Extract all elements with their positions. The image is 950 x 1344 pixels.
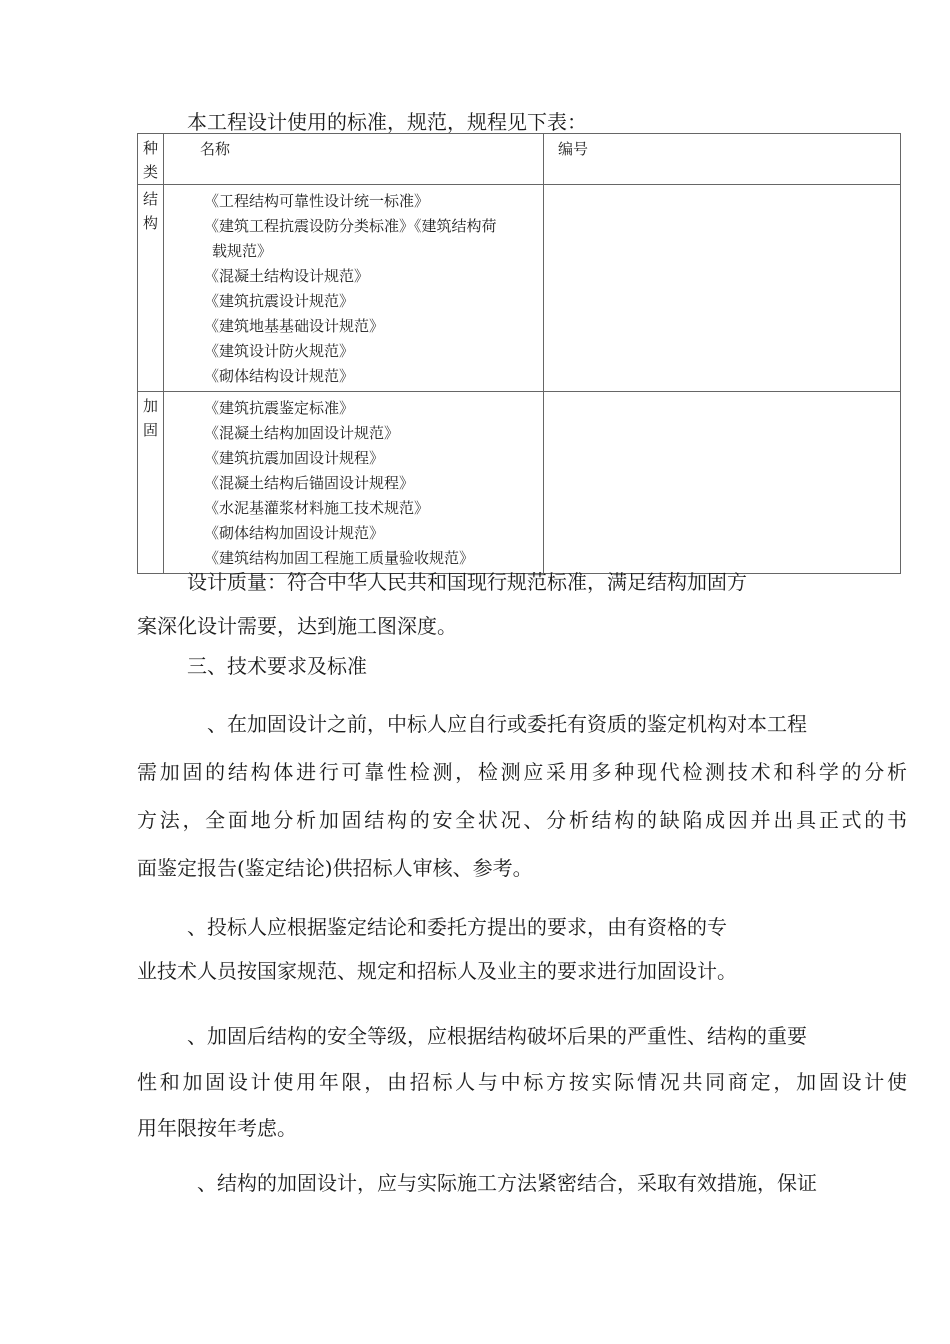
list-item: 《砌体结构加固设计规范》 — [204, 524, 385, 542]
quality-line2: 案深化设计需要，达到施工图深度。 — [137, 614, 457, 638]
para2-line2: 业技术人员按国家规范、规定和招标人及业主的要求进行加固设计。 — [137, 959, 737, 983]
kind-cell-structure — [138, 185, 164, 392]
para3-line2: 性和加固设计使用年限，由招标人与中标方按实际情况共同商定，加固设计使 — [137, 1070, 907, 1094]
para2-line1: 、投标人应根据鉴定结论和委托方提出的要求，由有资格的专 — [187, 915, 727, 939]
list-item: 载规范》 — [212, 242, 273, 260]
list-item: 《建筑抗震加固设计规程》 — [204, 449, 385, 467]
para1-line1: 、在加固设计之前，中标人应自行或委托有资质的鉴定机构对本工程 — [207, 712, 807, 736]
structure-standards-list — [164, 185, 544, 392]
list-item: 《建筑设计防火规范》 — [204, 342, 355, 360]
table-header-row — [138, 134, 901, 185]
list-item: 《建筑地基基础设计规范》 — [204, 317, 385, 335]
section-title-text: 三、技术要求及标准 — [187, 654, 367, 678]
header-kind-cell — [138, 134, 164, 185]
requirement-paragraph-2 — [137, 905, 907, 993]
list-item: 《混凝土结构设计规范》 — [204, 267, 370, 285]
header-name-cell: 名称 — [164, 134, 544, 185]
list-item: 《建筑结构加固工程施工质量验收规范》 — [204, 549, 475, 567]
design-quality-paragraph — [137, 560, 907, 648]
table-row-reinforcement — [138, 392, 901, 574]
list-item: 《水泥基灌浆材料施工技术规范》 — [204, 499, 430, 517]
header-kind-line2: 类 — [142, 163, 158, 181]
reinforcement-code-cell — [544, 392, 901, 574]
list-item: 《建筑抗震鉴定标准》 — [204, 399, 355, 417]
header-kind-line1: 种 — [142, 139, 158, 157]
para3-line1: 、加固后结构的安全等级，应根据结构破坏后果的严重性、结构的重要 — [187, 1024, 807, 1048]
list-item: 《混凝土结构加固设计规范》 — [204, 424, 400, 442]
header-code-cell: 编号 — [544, 134, 901, 185]
kind-cell-reinforcement — [138, 392, 164, 574]
table-row-structure — [138, 185, 901, 392]
section-title — [137, 650, 907, 682]
requirement-paragraph-3 — [137, 1013, 907, 1151]
para4-line1: 、结构的加固设计，应与实际施工方法紧密结合，采取有效措施，保证 — [197, 1171, 817, 1195]
para1-line3: 方法，全面地分析加固结构的安全状况、分析结构的缺陷成因并出具正式的书 — [137, 808, 907, 832]
list-item: 《建筑工程抗震设防分类标准》《建筑结构荷 — [204, 217, 497, 235]
kind-structure-line2: 构 — [142, 214, 158, 232]
quality-line1: 设计质量：符合中华人民共和国现行规范标准，满足结构加固方 — [187, 570, 747, 594]
requirement-paragraph-1 — [137, 700, 907, 892]
table-intro: 本工程设计使用的标准，规范，规程见下表： — [187, 110, 587, 134]
para3-line3: 用年限按年考虑。 — [137, 1116, 297, 1140]
list-item: 《建筑抗震设计规范》 — [204, 292, 355, 310]
list-item: 《砌体结构设计规范》 — [204, 367, 355, 385]
kind-reinforcement-line1: 加 — [142, 397, 158, 415]
kind-structure-line1: 结 — [142, 190, 158, 208]
structure-code-cell — [544, 185, 901, 392]
list-item: 《混凝土结构后锚固设计规程》 — [204, 474, 415, 492]
requirement-paragraph-4 — [137, 1163, 907, 1203]
standards-table — [137, 133, 901, 574]
reinforcement-standards-list — [164, 392, 544, 574]
list-item: 《工程结构可靠性设计统一标准》 — [204, 192, 430, 210]
para1-line4: 面鉴定报告(鉴定结论)供招标人审核、参考。 — [137, 856, 533, 880]
kind-reinforcement-line2: 固 — [142, 421, 158, 439]
para1-line2: 需加固的结构体进行可靠性检测，检测应采用多种现代检测技术和科学的分析 — [137, 760, 907, 784]
